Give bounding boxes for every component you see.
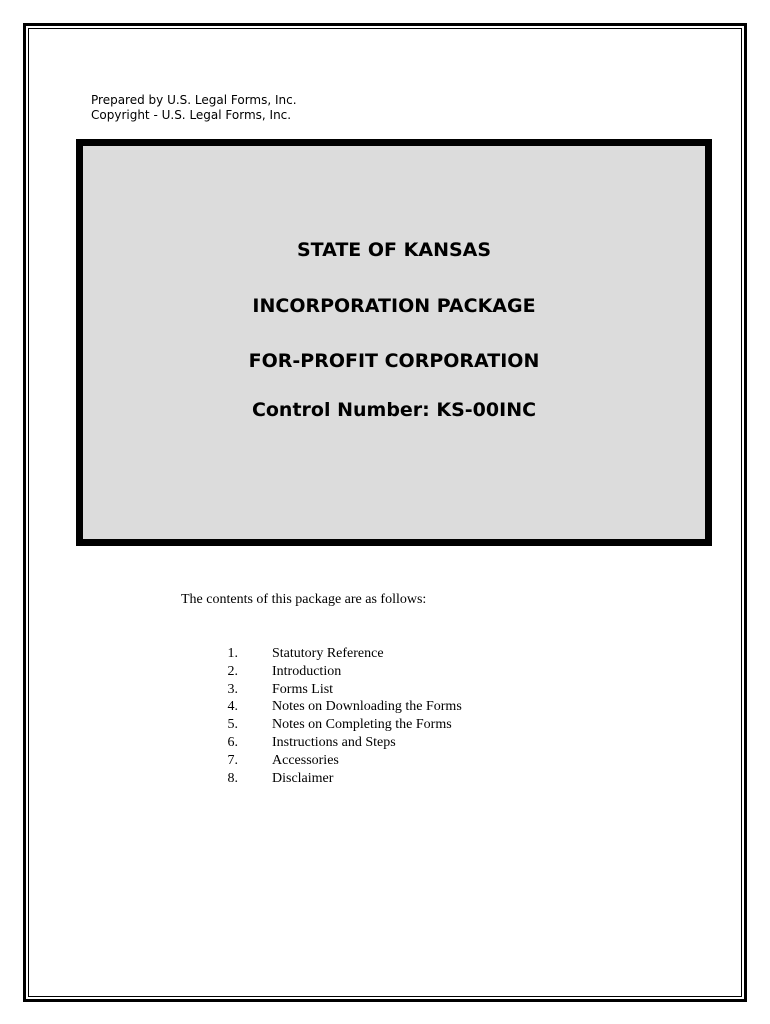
list-item-number: 8. <box>227 770 238 786</box>
title-box <box>76 139 712 546</box>
list-item-number: 6. <box>227 734 238 750</box>
state-title: STATE OF KANSAS <box>296 239 492 261</box>
list-item-number: 1. <box>227 646 238 661</box>
preparer-notice <box>91 93 297 123</box>
list-item <box>220 663 342 681</box>
list-item-label: Accessories <box>272 752 339 768</box>
list-item <box>220 681 334 699</box>
copyright-line: Copyright - U.S. Legal Forms, Inc. <box>91 108 292 122</box>
list-item-label: Notes on Downloading the Forms <box>272 699 462 715</box>
contents-list <box>220 645 462 787</box>
list-item <box>220 645 384 663</box>
list-item-number: 5. <box>227 717 238 733</box>
list-item <box>220 770 334 788</box>
prepared-by-line: Prepared by U.S. Legal Forms, Inc. <box>91 93 297 107</box>
list-item-label: Statutory Reference <box>272 646 384 661</box>
list-item-number: 3. <box>227 681 238 697</box>
contents-intro: The contents of this package are as follows: <box>181 592 427 607</box>
list-item <box>220 752 339 770</box>
list-item-number: 2. <box>227 663 238 679</box>
package-title: INCORPORATION PACKAGE <box>252 295 536 317</box>
list-item <box>220 734 396 752</box>
list-item-label: Introduction <box>272 663 342 679</box>
list-item-label: Disclaimer <box>272 770 334 786</box>
list-item-number: 4. <box>227 699 238 715</box>
control-number: Control Number: KS-00INC <box>251 399 537 421</box>
list-item <box>220 716 452 734</box>
list-item-number: 7. <box>227 752 238 768</box>
list-item <box>220 698 462 716</box>
corporation-type-title: FOR-PROFIT CORPORATION <box>248 350 540 372</box>
list-item-label: Instructions and Steps <box>272 734 396 750</box>
list-item-label: Forms List <box>272 681 334 697</box>
list-item-label: Notes on Completing the Forms <box>272 717 452 733</box>
